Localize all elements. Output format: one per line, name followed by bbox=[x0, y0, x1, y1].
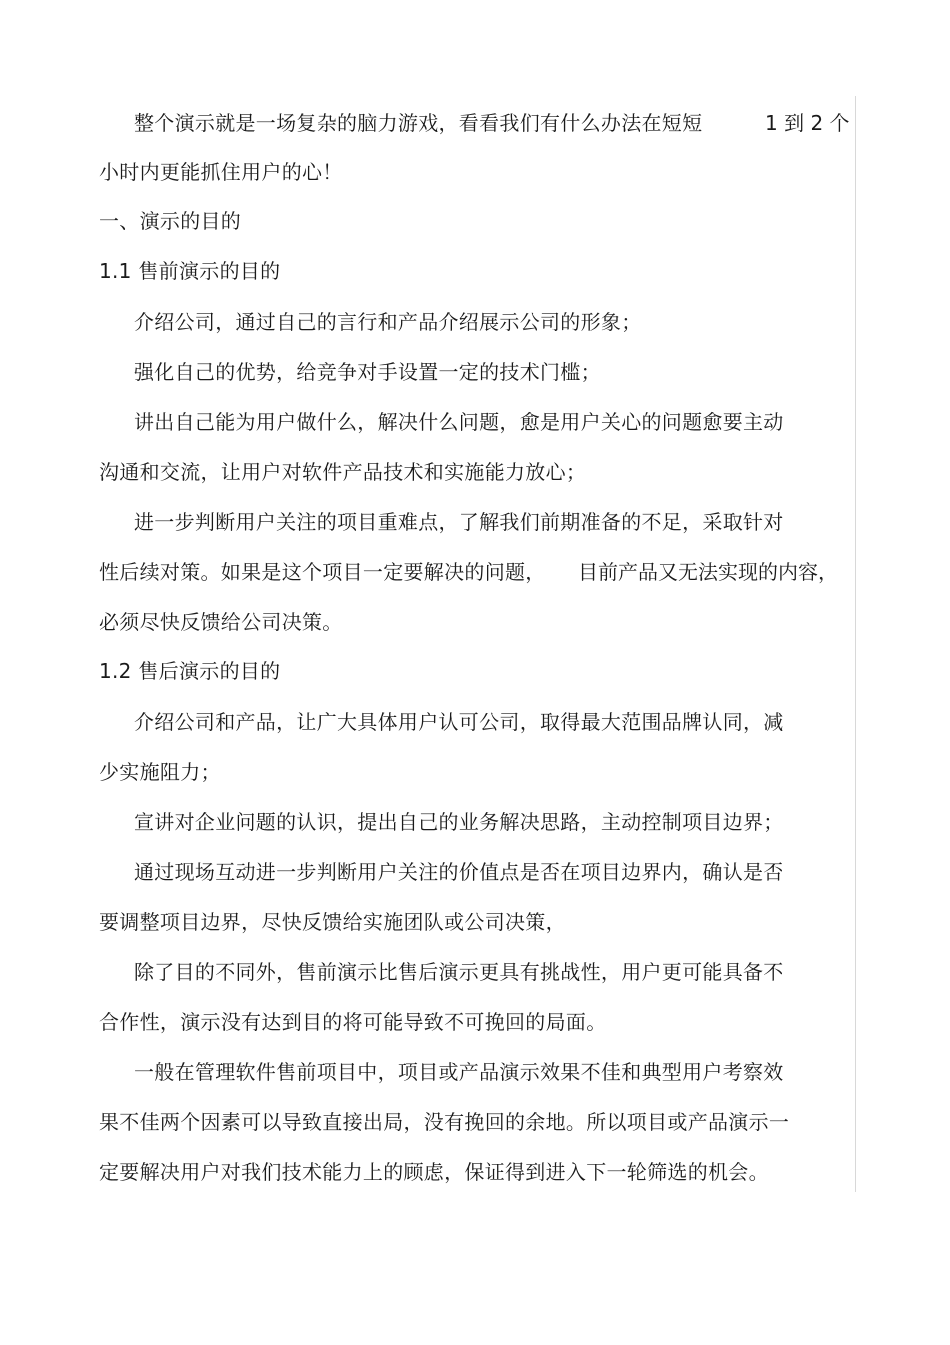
margin-rule bbox=[855, 96, 856, 1192]
paragraph-line: 除了目的不同外，售前演示比售后演示更具有挑战性，用户更可能具备不 bbox=[134, 960, 784, 984]
section-heading: 一、演示的目的 bbox=[99, 209, 242, 233]
paragraph-line: 定要解决用户对我们技术能力上的顾虑，保证得到进入下一轮筛选的机会。 bbox=[99, 1160, 769, 1184]
paragraph-line: 强化自己的优势，给竞争对手设置一定的技术门槛； bbox=[134, 360, 601, 384]
paragraph-line: 性后续对策。如果是这个项目一定要解决的问题， bbox=[99, 560, 546, 584]
paragraph-line: 一般在管理软件售前项目中，项目或产品演示效果不佳和典型用户考察效 bbox=[134, 1060, 784, 1084]
paragraph-line: 介绍公司和产品，让广大具体用户认可公司，取得最大范围品牌认同，减 bbox=[134, 710, 784, 734]
paragraph-line: 必须尽快反馈给公司决策。 bbox=[99, 610, 343, 634]
paragraph-line: 要调整项目边界，尽快反馈给实施团队或公司决策， bbox=[99, 910, 566, 934]
paragraph-line: 通过现场互动进一步判断用户关注的价值点是否在项目边界内，确认是否 bbox=[134, 860, 784, 884]
paragraph-line: 少实施阻力； bbox=[99, 760, 221, 784]
paragraph-line-tail: 目前产品又无法实现的内容， bbox=[578, 560, 838, 584]
paragraph-line: 讲出自己能为用户做什么，解决什么问题，愈是用户关心的问题愈要主动 bbox=[134, 410, 784, 434]
paragraph-line: 沟通和交流，让用户对软件产品技术和实施能力放心； bbox=[99, 460, 587, 484]
paragraph-line: 小时内更能抓住用户的心！ bbox=[99, 160, 343, 184]
paragraph-line: 整个演示就是一场复杂的脑力游戏，看看我们有什么办法在短短 bbox=[134, 111, 703, 135]
subsection-heading: 1.2 售后演示的目的 bbox=[99, 659, 281, 683]
paragraph-line: 介绍公司，通过自己的言行和产品介绍展示公司的形象； bbox=[134, 310, 642, 334]
paragraph-line: 宣讲对企业问题的认识，提出自己的业务解决思路，主动控制项目边界； bbox=[134, 810, 784, 834]
paragraph-line: 进一步判断用户关注的项目重难点，了解我们前期准备的不足，采取针对 bbox=[134, 510, 784, 534]
paragraph-line-tail: 1 到 2 个 bbox=[765, 111, 850, 135]
subsection-heading: 1.1 售前演示的目的 bbox=[99, 259, 281, 283]
paragraph-line: 合作性，演示没有达到目的将可能导致不可挽回的局面。 bbox=[99, 1010, 607, 1034]
paragraph-line: 果不佳两个因素可以导致直接出局，没有挽回的余地。所以项目或产品演示一 bbox=[99, 1110, 790, 1134]
